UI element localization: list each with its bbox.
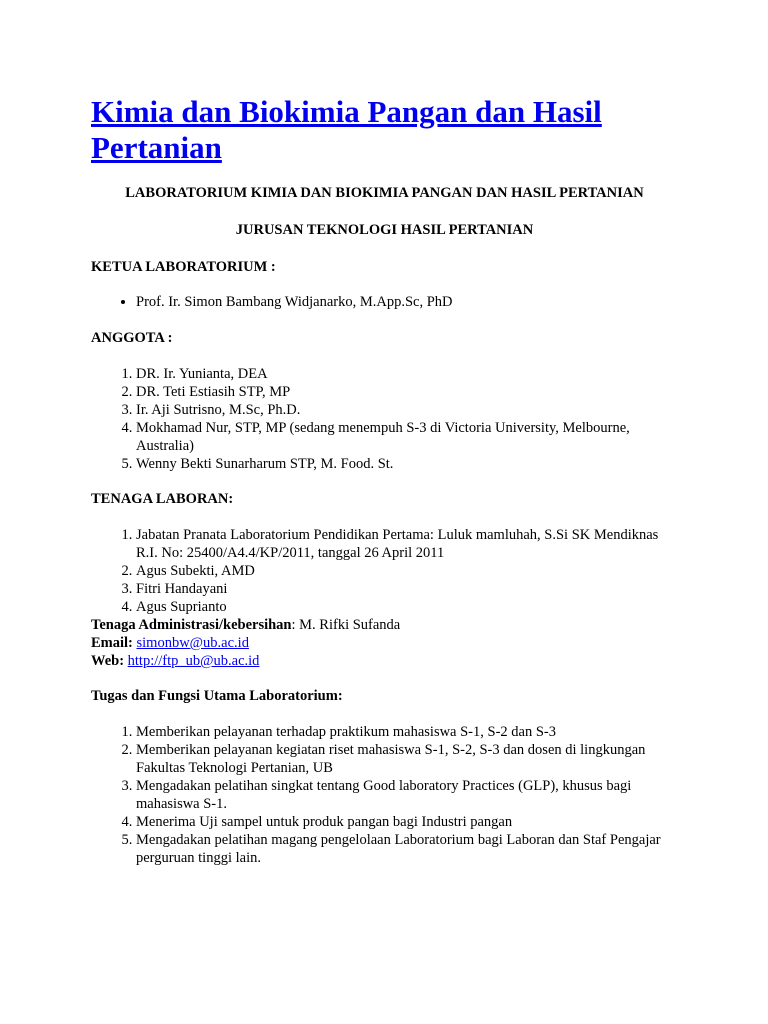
list-item: • Prof. Ir. Simon Bambang Widjanarko, M.App.Sc, PhD bbox=[136, 293, 678, 311]
lab-heading: LABORATORIUM KIMIA DAN BIOKIMIA PANGAN DAN HASIL PERTANIAN bbox=[125, 185, 644, 201]
email-link[interactable]: simonbw@ub.ac.id bbox=[136, 635, 249, 651]
web-link[interactable]: http://ftp_ub@ub.ac.id bbox=[127, 653, 260, 669]
web-label: Web: bbox=[91, 653, 125, 669]
anggota-list bbox=[91, 365, 678, 473]
list-item: 2. Agus Subekti, AMD bbox=[136, 562, 678, 580]
list-item: 2. DR. Teti Estiasih STP, MP bbox=[136, 383, 678, 401]
administrasi-value: : M. Rifki Sufanda bbox=[291, 617, 401, 633]
tenaga-laboran-label: TENAGA LABORAN: bbox=[91, 491, 234, 507]
list-item: 1. Jabatan Pranata Laboratorium Pendidikan Pertama: Luluk mamluhah, S.Si SK Mendiknas R.I. No: 25400/A4.4/KP/2011, tanggal 26 April 2011 bbox=[136, 526, 678, 562]
page-title[interactable] bbox=[91, 0, 678, 166]
list-item: 1. Memberikan pelayanan terhadap praktikum mahasiswa S-1, S-2 dan S-3 bbox=[136, 723, 678, 741]
list-item: 1. DR. Ir. Yunianta, DEA bbox=[136, 365, 678, 383]
administrasi-label: Tenaga Administrasi/kebersihan bbox=[91, 617, 292, 633]
list-item: 3. Ir. Aji Sutrisno, M.Sc, Ph.D. bbox=[136, 401, 678, 419]
anggota-label: ANGGOTA : bbox=[91, 330, 173, 346]
tenaga-laboran-list bbox=[91, 526, 678, 616]
list-item: 2. Memberikan pelayanan kegiatan riset mahasiswa S-1, S-2, S-3 dan dosen di lingkungan Fakultas Teknologi Pertanian, UB bbox=[136, 741, 678, 777]
web-line bbox=[91, 652, 678, 670]
title-link[interactable]: Kimia dan Biokimia Pangan dan Hasil Pertanian bbox=[91, 94, 602, 165]
list-item: 4. Agus Suprianto bbox=[136, 598, 678, 616]
tugas-list bbox=[91, 723, 678, 867]
list-item: 3. Fitri Handayani bbox=[136, 580, 678, 598]
tugas-label: Tugas dan Fungsi Utama Laboratorium: bbox=[91, 688, 343, 704]
administrasi-line bbox=[91, 616, 678, 634]
list-item: 3. Mengadakan pelatihan singkat tentang Good laboratory Practices (GLP), khusus bagi mahasiswa S-1. bbox=[136, 777, 678, 813]
ketua-label: KETUA LABORATORIUM : bbox=[91, 259, 276, 275]
list-item: 5. Wenny Bekti Sunarharum STP, M. Food. St. bbox=[136, 455, 678, 473]
list-item: 4. Menerima Uji sampel untuk produk pangan bagi Industri pangan bbox=[136, 813, 678, 831]
ketua-list bbox=[91, 293, 678, 311]
email-line bbox=[91, 634, 678, 652]
department-heading: JURUSAN TEKNOLOGI HASIL PERTANIAN bbox=[235, 222, 534, 238]
email-label: Email: bbox=[91, 635, 133, 651]
list-item: 4. Mokhamad Nur, STP, MP (sedang menempuh S-3 di Victoria University, Melbourne, Australia) bbox=[136, 419, 678, 455]
list-item: 5. Mengadakan pelatihan magang pengelolaan Laboratorium bagi Laboran dan Staf Pengajar perguruan tinggi lain. bbox=[136, 831, 678, 867]
